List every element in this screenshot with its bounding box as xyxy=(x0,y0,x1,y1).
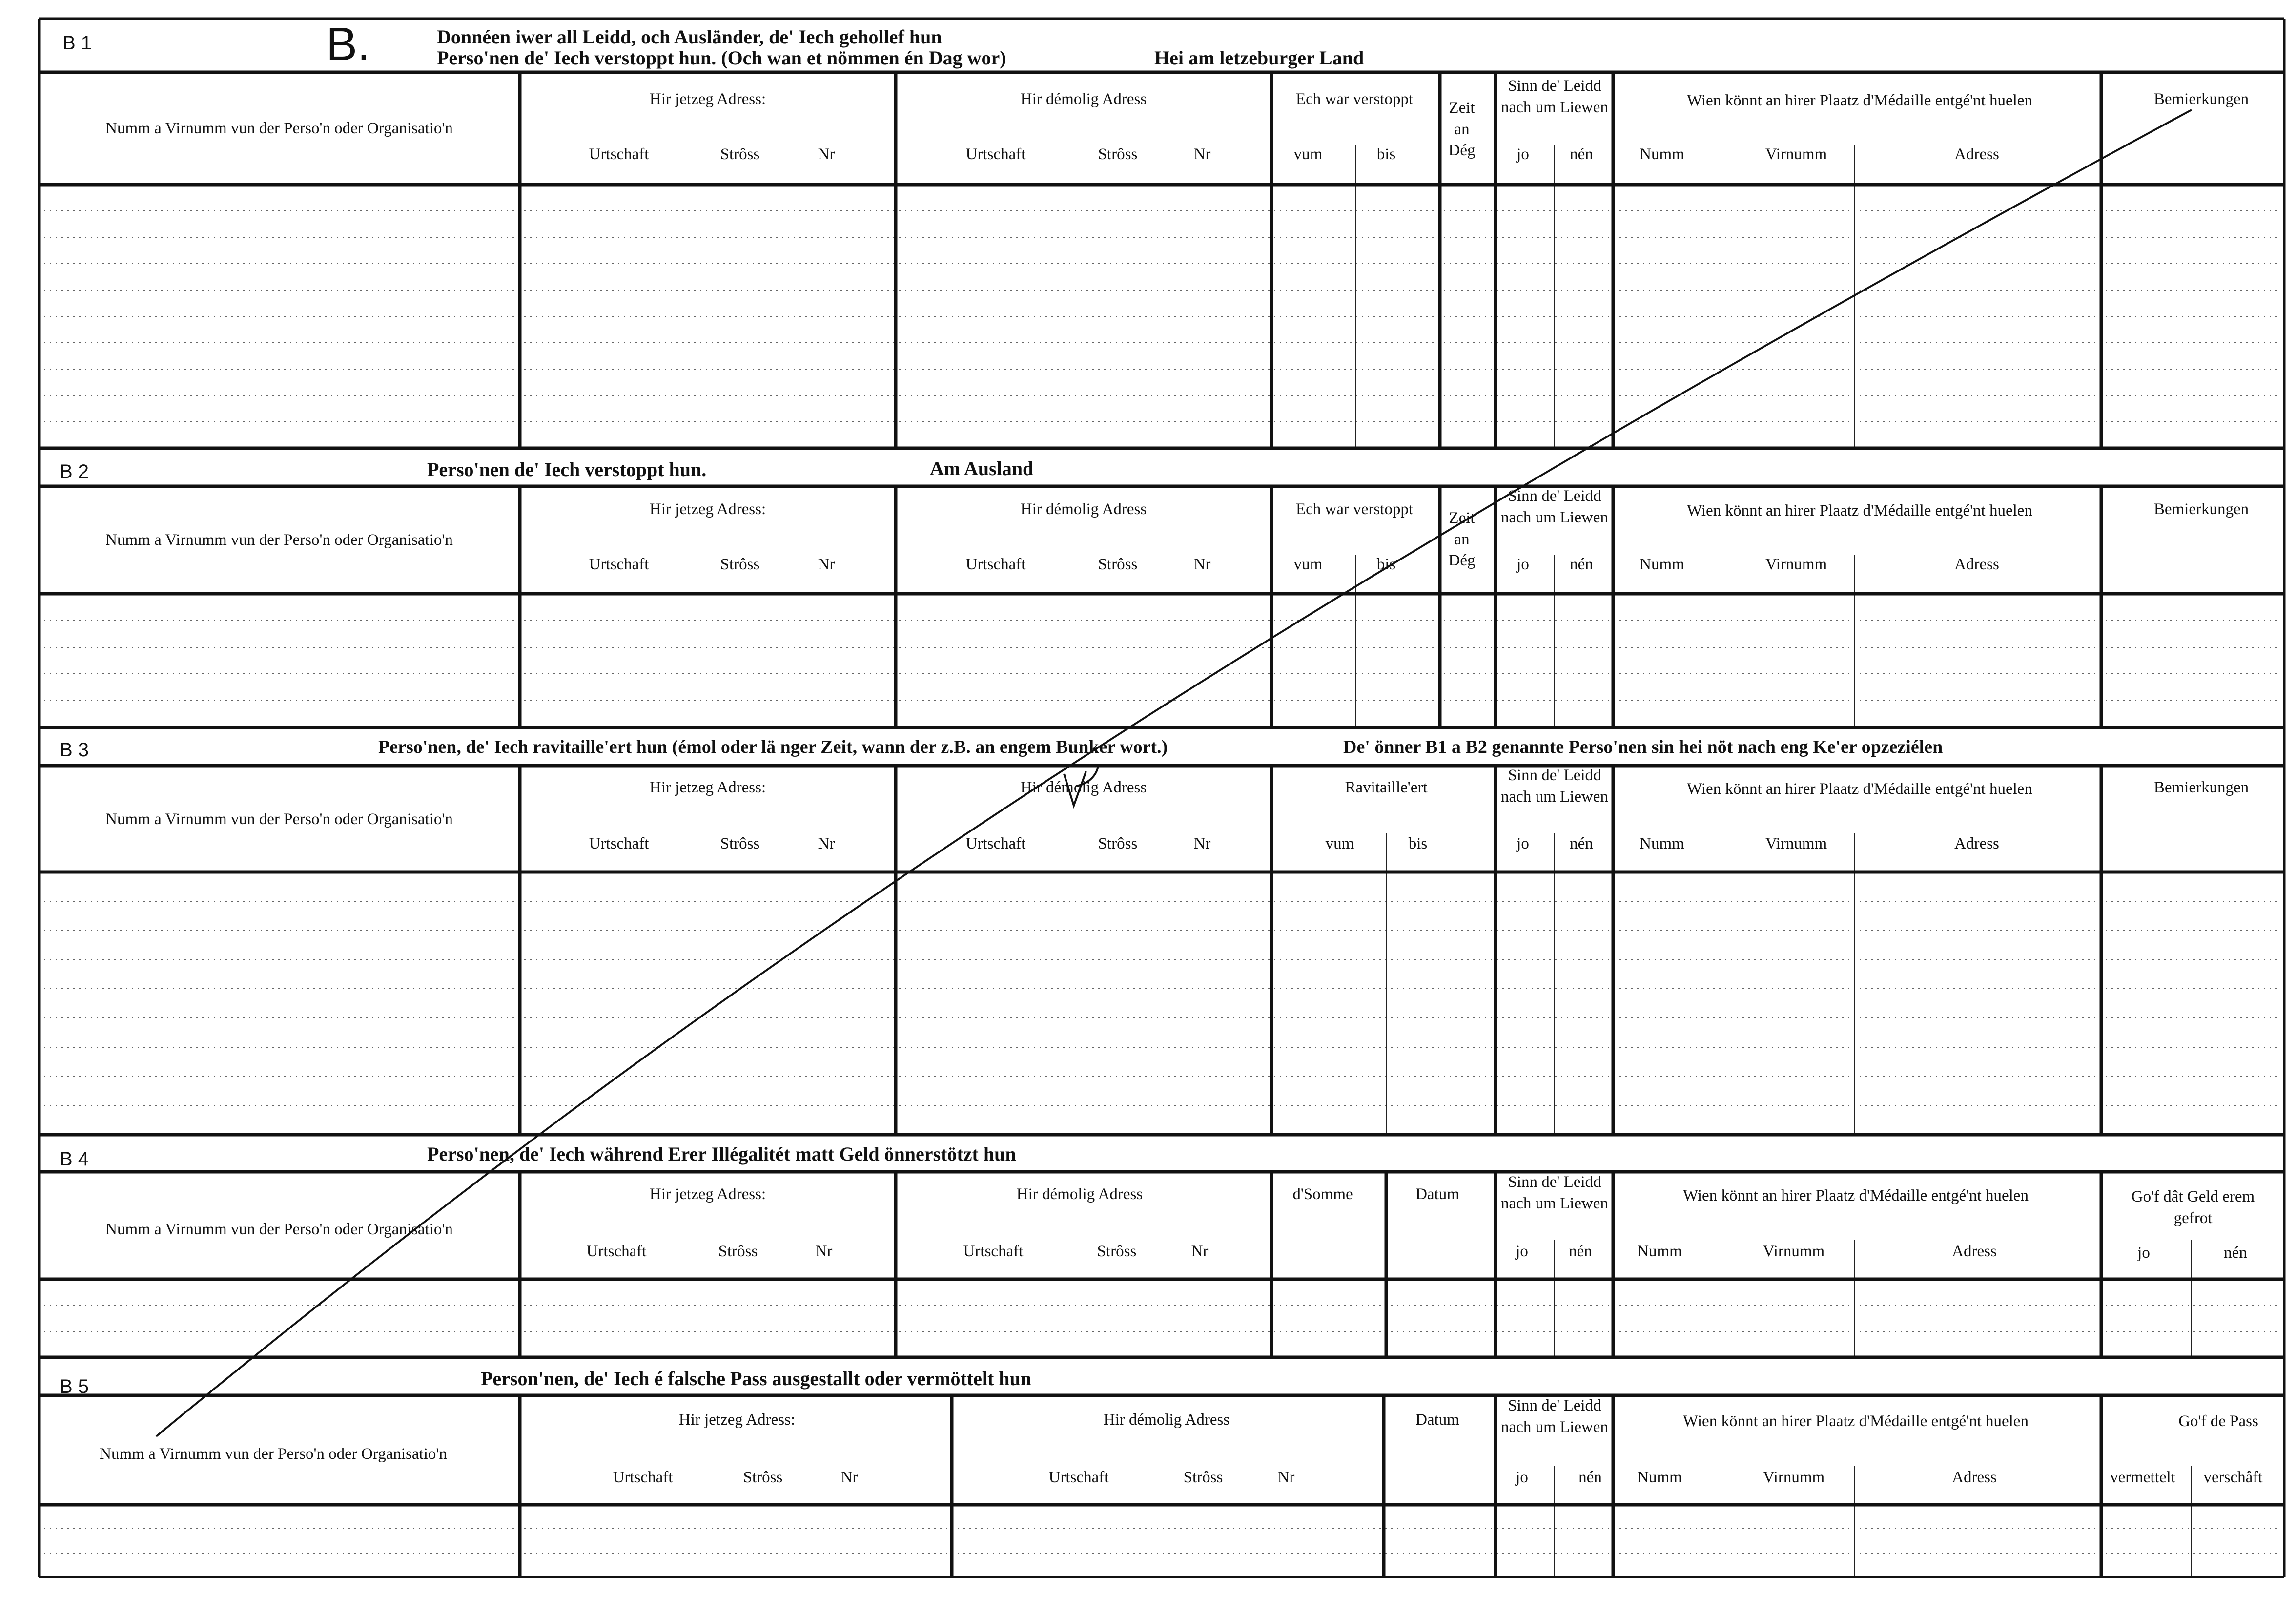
b2-col-former-address: Hir démolig Adress xyxy=(1020,500,1147,518)
b3-sub-yes: jo xyxy=(1517,835,1529,852)
section-b3-label: B 3 xyxy=(60,739,89,761)
b4-sub-nr: Nr xyxy=(815,1243,833,1260)
b1-col-medal: Wien könnt an hirer Plaatz d'Médaille entgé'nt huelen xyxy=(1687,92,2032,109)
b3-sub-address: Adress xyxy=(1954,835,1999,852)
b1-sub-street-former: Strôss xyxy=(1098,145,1138,163)
b5-sub-nr-former: Nr xyxy=(1277,1469,1295,1486)
b5-sub-nr: Nr xyxy=(840,1469,858,1486)
b5-sub-address: Adress xyxy=(1952,1469,1997,1486)
b3-sub-no: nén xyxy=(1570,835,1593,852)
b2-col-time: Zeit an Dég xyxy=(1448,509,1476,570)
b3-col-alive: Sinn de' Leidd nach um Liewen xyxy=(1501,767,1608,806)
b3-sub-town-former: Urtschaft xyxy=(965,835,1026,852)
b2-sub-street: Strôss xyxy=(720,556,760,573)
b1-sub-firstname: Virnumm xyxy=(1765,145,1827,163)
section-b2-title: Perso'nen de' Iech verstoppt hun. xyxy=(427,458,707,480)
b3-col-name: Numm a Virnumm vun der Perso'n oder Organisatio'n xyxy=(105,810,453,828)
b3-sub-surname: Numm xyxy=(1640,835,1684,852)
b2-sub-town-former: Urtschaft xyxy=(965,556,1026,573)
b3-sub-town: Urtschaft xyxy=(589,835,649,852)
b5-sub-town: Urtschaft xyxy=(613,1469,673,1486)
b2-sub-yes: jo xyxy=(1517,556,1529,573)
b1-sub-street: Strôss xyxy=(720,145,760,163)
b5-sub-mediated: vermettelt xyxy=(2110,1469,2175,1486)
b4-sub-town-former: Urtschaft xyxy=(963,1243,1024,1260)
b2-sub-street-former: Strôss xyxy=(1098,556,1138,573)
b2-sub-nr-former: Nr xyxy=(1193,556,1211,573)
b3-col-current-address: Hir jetzeg Adress: xyxy=(649,779,766,796)
b4-sub-nr-former: Nr xyxy=(1191,1243,1209,1260)
cancel-diagonal-line xyxy=(156,110,2192,1436)
b3-sub-from: vum xyxy=(1325,835,1354,852)
b4-sub-town: Urtschaft xyxy=(586,1243,647,1260)
b4-sub-firstname: Virnumm xyxy=(1763,1243,1825,1260)
b1-sub-nr-former: Nr xyxy=(1193,145,1211,163)
b2-col-name: Numm a Virnumm vun der Perso'n oder Organisatio'n xyxy=(105,531,453,549)
b5-sub-no: nén xyxy=(1578,1469,1602,1486)
b1-col-alive: Sinn de' Leidd nach um Liewen xyxy=(1501,77,1608,116)
b1-sub-yes: jo xyxy=(1517,145,1529,163)
b2-col-alive: Sinn de' Leidd nach um Liewen xyxy=(1501,487,1608,526)
section-b4-label: B 4 xyxy=(60,1148,89,1170)
b2-sub-nr: Nr xyxy=(818,556,835,573)
b1-col-time: Zeit an Dég xyxy=(1448,99,1476,160)
b4-sub-no-money: nén xyxy=(2224,1244,2247,1262)
b2-sub-firstname: Virnumm xyxy=(1765,556,1827,573)
section-b2-title-suffix: Am Ausland xyxy=(930,457,1034,479)
b2-sub-address: Adress xyxy=(1954,556,1999,573)
b5-col-name: Numm a Virnumm vun der Perso'n oder Organisatio'n xyxy=(100,1445,447,1463)
b2-col-current-address: Hir jetzeg Adress: xyxy=(649,500,766,518)
b5-col-date: Datum xyxy=(1415,1411,1459,1429)
b4-sub-no: nén xyxy=(1569,1243,1592,1260)
b2-col-remarks: Bemierkungen xyxy=(2153,500,2249,518)
b5-sub-yes: jo xyxy=(1516,1469,1528,1486)
section-b3-title: Perso'nen, de' Iech ravitaille'ert hun (émol oder lä nger Zeit, wann der z.B. an engem Bunker wort.) xyxy=(378,737,1168,757)
form-letter: B. xyxy=(326,18,370,70)
b2-sub-town: Urtschaft xyxy=(589,556,649,573)
b3-sub-nr: Nr xyxy=(818,835,835,852)
b5-sub-street-former: Strôss xyxy=(1183,1469,1223,1486)
b1-sub-address: Adress xyxy=(1954,145,1999,163)
b5-sub-surname: Numm xyxy=(1637,1469,1682,1486)
b3-col-provisioned: Ravitaille'ert xyxy=(1345,779,1428,796)
b1-sub-surname: Numm xyxy=(1640,145,1684,163)
b2-sub-surname: Numm xyxy=(1640,556,1684,573)
b3-col-former-address: Hir démolig Adress xyxy=(1020,779,1147,796)
b3-col-medal: Wien könnt an hirer Plaatz d'Médaille entgé'nt huelen xyxy=(1687,780,2032,798)
b5-col-medal: Wien könnt an hirer Plaatz d'Médaille entgé'nt huelen xyxy=(1683,1412,2029,1430)
b4-sub-yes: jo xyxy=(1516,1243,1528,1260)
b5-col-alive: Sinn de' Leidd nach um Liewen xyxy=(1501,1397,1608,1436)
b3-col-remarks: Bemierkungen xyxy=(2153,779,2249,796)
section-b4-title: Perso'nen, de' Iech während Erer Illégalitét matt Geld önnerstötzt hun xyxy=(427,1143,1016,1165)
b4-sub-surname: Numm xyxy=(1637,1243,1682,1260)
b4-col-name: Numm a Virnumm vun der Perso'n oder Organisatio'n xyxy=(105,1221,453,1238)
b1-sub-nr: Nr xyxy=(818,145,835,163)
b1-sub-to: bis xyxy=(1376,145,1396,163)
b1-col-current-address: Hir jetzeg Adress: xyxy=(649,90,766,108)
b1-sub-town: Urtschaft xyxy=(589,145,649,163)
b5-sub-town-former: Urtschaft xyxy=(1048,1469,1109,1486)
b1-col-remarks: Bemierkungen xyxy=(2153,90,2249,108)
b1-sub-no: nén xyxy=(1570,145,1593,163)
b5-sub-firstname: Virnumm xyxy=(1763,1469,1825,1486)
b1-col-name: Numm a Virnumm vun der Perso'n oder Organisatio'n xyxy=(105,120,453,137)
b1-col-hidden: Ech war verstoppt xyxy=(1295,90,1414,108)
section-b1-title-line2: Perso'nen de' Iech verstoppt hun. (Och wan et nömmen én Dag wor) xyxy=(437,47,1006,69)
b4-col-sum: d'Somme xyxy=(1292,1185,1353,1203)
b4-col-money-given: Go'f dât Geld erem gefrot xyxy=(2131,1188,2255,1227)
section-b5-title: Person'nen, de' Iech é falsche Pass ausgestallt oder vermöttelt hun xyxy=(481,1368,1032,1390)
b4-sub-address: Adress xyxy=(1952,1243,1997,1260)
b4-col-medal: Wien könnt an hirer Plaatz d'Médaille entgé'nt huelen xyxy=(1683,1187,2029,1204)
b1-sub-from: vum xyxy=(1293,145,1323,163)
b2-sub-no: nén xyxy=(1570,556,1593,573)
b5-sub-street: Strôss xyxy=(743,1469,783,1486)
b2-col-hidden: Ech war verstoppt xyxy=(1295,500,1414,518)
b3-sub-nr-former: Nr xyxy=(1193,835,1211,852)
b2-sub-to: bis xyxy=(1376,556,1396,573)
b1-col-former-address: Hir démolig Adress xyxy=(1020,90,1147,108)
b4-col-alive: Sinn de' Leidd nach um Liewen xyxy=(1501,1173,1608,1212)
section-b5-label: B 5 xyxy=(60,1376,89,1397)
section-b1-title-line1: Donnéen iwer all Leidd, och Ausländer, de' Iech gehollef hun xyxy=(437,26,942,48)
b4-col-current-address: Hir jetzeg Adress: xyxy=(649,1185,766,1203)
section-b1-title-suffix: Hei am letzeburger Land xyxy=(1154,47,1364,69)
b5-col-current-address: Hir jetzeg Adress: xyxy=(678,1411,796,1429)
b5-sub-procured: verschâft xyxy=(2203,1469,2263,1486)
b1-sub-town-former: Urtschaft xyxy=(965,145,1026,163)
b2-col-medal: Wien könnt an hirer Plaatz d'Médaille entgé'nt huelen xyxy=(1687,502,2032,519)
b4-sub-street: Strôss xyxy=(718,1243,758,1260)
b5-col-pass: Go'f de Pass xyxy=(2178,1412,2258,1430)
b4-col-date: Datum xyxy=(1415,1185,1459,1203)
b4-sub-yes-money: jo xyxy=(2137,1244,2150,1262)
b3-sub-firstname: Virnumm xyxy=(1765,835,1827,852)
b3-sub-street-former: Strôss xyxy=(1098,835,1138,852)
b2-sub-from: vum xyxy=(1293,556,1323,573)
b5-col-former-address: Hir démolig Adress xyxy=(1103,1411,1230,1429)
section-b2-label: B 2 xyxy=(60,461,89,482)
section-b3-title-suffix: De' önner B1 a B2 genannte Perso'nen sin hei nöt nach eng Ke'er opzeziélen xyxy=(1343,737,1943,757)
b4-sub-street-former: Strôss xyxy=(1097,1243,1137,1260)
b3-sub-street: Strôss xyxy=(720,835,760,852)
b3-sub-to: bis xyxy=(1408,835,1428,852)
b4-col-former-address: Hir démolig Adress xyxy=(1016,1185,1143,1203)
section-b1-label: B 1 xyxy=(62,32,92,54)
